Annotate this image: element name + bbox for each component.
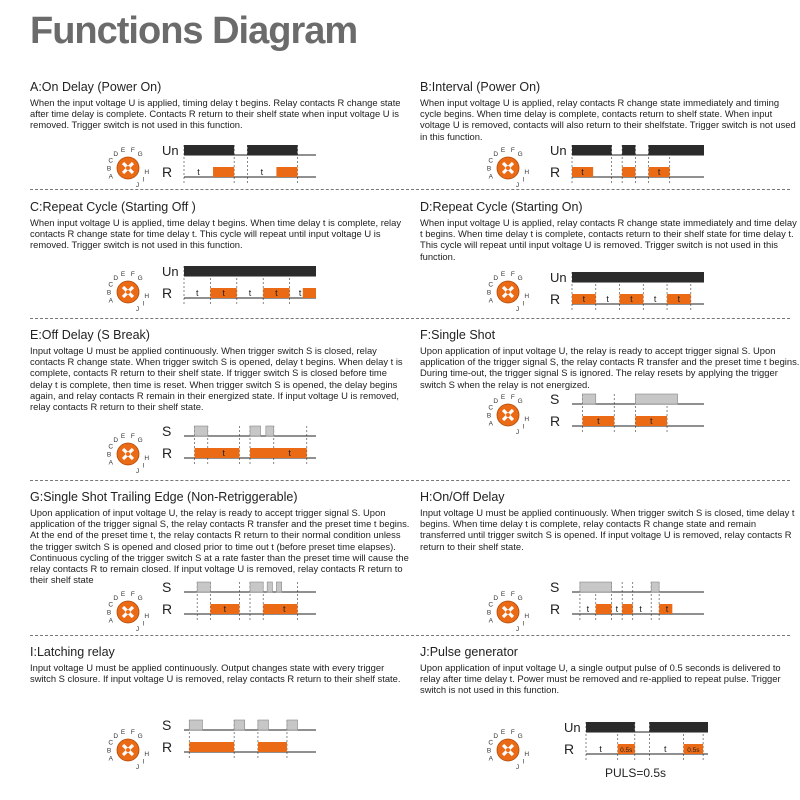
- dial-label: A: [488, 297, 493, 305]
- panel-e: [30, 328, 410, 412]
- dial-label: J: [515, 428, 520, 435]
- dial-center: [506, 748, 510, 752]
- panel-c: [30, 200, 410, 251]
- dial-label: F: [510, 147, 515, 155]
- dial-label: E: [120, 591, 126, 599]
- dial-label: B: [486, 165, 492, 173]
- timing-diagram: [548, 580, 708, 624]
- dial-label: I: [522, 620, 525, 628]
- timing-pulse: [267, 582, 272, 592]
- timing-label: t: [222, 448, 225, 458]
- dial-label: B: [106, 747, 112, 755]
- separator: [30, 318, 790, 319]
- dial-center: [506, 166, 510, 170]
- dial-label: H: [524, 750, 530, 758]
- panel-g: [30, 490, 410, 585]
- dial-label: D: [493, 397, 499, 405]
- panel-f: [420, 328, 800, 390]
- dial-label: F: [130, 729, 135, 737]
- dial-label: I: [142, 758, 145, 766]
- dial-label: G: [137, 436, 143, 444]
- dial-icon: [100, 720, 160, 770]
- timing-pulse: [583, 394, 596, 404]
- panel-description: Input voltage U must be applied continuously. When trigger switch S is closed, time delay t begins. When time delay t is complete, relay contacts R change state and remain transferred until trigger switch S is opened. If input voltage U is removed, relay contacts R return to their shelf state.: [420, 507, 795, 552]
- dial-label: I: [522, 758, 525, 766]
- timing-pulse: [266, 426, 274, 436]
- dial-label: A: [488, 755, 493, 763]
- panel-title: C:Repeat Cycle (Starting Off ): [30, 200, 196, 214]
- timing-label: t: [639, 604, 642, 614]
- timing-label: t: [288, 448, 291, 458]
- dial-label: J: [515, 763, 520, 770]
- dial-label: G: [517, 274, 523, 282]
- dial-label: B: [106, 609, 112, 617]
- dial-label: D: [493, 594, 499, 602]
- timing-label: t: [582, 294, 586, 304]
- dial-label: F: [130, 271, 135, 279]
- timing-row-label: R: [162, 601, 173, 617]
- dial-label: D: [113, 150, 119, 158]
- timing-pulse: [276, 167, 297, 177]
- timing-row-label: Un: [162, 143, 179, 158]
- dial-label: I: [142, 462, 145, 470]
- dial-label: B: [106, 165, 112, 173]
- dial-label: C: [108, 157, 114, 165]
- timing-row-label: S: [162, 580, 172, 595]
- dial-label: J: [515, 181, 520, 188]
- dial-label: A: [108, 173, 113, 181]
- timing-pulse: [258, 742, 287, 752]
- dial-icon: [100, 582, 160, 632]
- dial-label: E: [120, 147, 126, 155]
- dial-label: I: [522, 176, 525, 184]
- dial-label: E: [500, 147, 506, 155]
- dial-label: E: [500, 591, 506, 599]
- timing-diagram: [562, 720, 712, 764]
- dial-label: A: [488, 173, 493, 181]
- dial-label: F: [510, 729, 515, 737]
- timing-label: t: [630, 294, 633, 304]
- dial-label: B: [486, 609, 492, 617]
- timing-row-label: R: [162, 285, 173, 301]
- dial-label: A: [108, 297, 113, 305]
- timing-pulse: [189, 742, 234, 752]
- timing-pulse: [572, 272, 704, 282]
- timing-pulse: [247, 145, 297, 155]
- timing-pulse: [263, 604, 297, 614]
- timing-pulse: [250, 448, 307, 458]
- dial-label: B: [486, 747, 492, 755]
- dial-label: H: [524, 612, 530, 620]
- timing-diagram: [160, 424, 320, 468]
- dial-icon: [480, 385, 540, 435]
- timing-label: t: [298, 288, 302, 298]
- dial-label: I: [522, 423, 525, 431]
- timing-pulse: [635, 394, 677, 404]
- dial-label: J: [515, 305, 520, 312]
- dial-label: E: [120, 433, 126, 441]
- dial-label: E: [500, 394, 506, 402]
- dial-label: J: [515, 625, 520, 632]
- dial-center: [126, 166, 130, 170]
- timing-label: t: [677, 294, 681, 304]
- timing-label: t: [653, 294, 657, 304]
- dial-label: C: [488, 157, 494, 165]
- dial-label: F: [510, 394, 515, 402]
- dial-label: E: [120, 729, 126, 737]
- dial-label: H: [524, 415, 530, 423]
- dial-icon: [100, 138, 160, 188]
- panel-description: Upon application of input voltage U, the relay is ready to accept trigger signal S. Upon application of the trigger signal S, the relay contacts R transfer and the preset time t begins. During time-out, the trigger signal S is ignored. The relay resets by applying the trigger switch S when the relay is not energized.: [420, 345, 800, 390]
- timing-row-label: R: [162, 164, 173, 180]
- dial-label: F: [130, 433, 135, 441]
- timing-row-label: R: [550, 164, 561, 180]
- timing-row-label: R: [564, 741, 575, 757]
- timing-label: t: [657, 167, 661, 177]
- timing-diagram: [548, 143, 708, 187]
- timing-row-label: Un: [162, 264, 179, 279]
- timing-row-label: Un: [564, 720, 581, 735]
- dial-icon: [480, 138, 540, 188]
- panel-title: G:Single Shot Trailing Edge (Non-Retriggerable): [30, 490, 298, 504]
- dial-label: G: [517, 594, 523, 602]
- dial-center: [126, 290, 130, 294]
- dial-label: B: [106, 289, 112, 297]
- panel-description: Upon application of input voltage U, a single output pulse of 0.5 seconds is delivered to relay after time delay t. Power must be removed and re-applied to repeat pulse. Trigger switch is not used in this function.: [420, 662, 781, 696]
- panel-title: E:Off Delay (S Break): [30, 328, 150, 342]
- dial-center: [126, 610, 130, 614]
- dial-label: G: [137, 150, 143, 158]
- timing-row-label: S: [550, 580, 560, 595]
- dial-center: [126, 748, 130, 752]
- dial-label: I: [522, 300, 525, 308]
- timing-row-label: R: [550, 601, 561, 617]
- dial-label: J: [135, 181, 140, 188]
- panel-h: [420, 490, 800, 552]
- panel-title: B:Interval (Power On): [420, 80, 541, 94]
- separator: [30, 480, 790, 481]
- panel-description: Input voltage U must be applied continuously. When trigger switch S is closed, relay contacts R change state. When trigger switch S is opened, delay t begins. When delay t is complete, contacts R return to their shelf state. If trigger switch S is closed before time delay t is complete, then time is reset. When trigger switch S is opened, the delay begins again, and relay contacts R remain in their energized state. If input voltage U is removed, relay contacts R return to their shelf state.: [30, 345, 403, 413]
- timing-label: t: [222, 288, 225, 298]
- timing-label: t: [248, 288, 252, 298]
- timing-diagram: [160, 580, 320, 624]
- timing-pulse: [250, 426, 261, 436]
- dial-label: G: [517, 150, 523, 158]
- dial-label: D: [493, 150, 499, 158]
- panel-description: Input voltage U must be applied continuously. Output changes state with every trigger switch S closure. If input voltage U is removed, relay contacts R return to their shelf state.: [30, 662, 401, 685]
- dial-label: D: [493, 274, 499, 282]
- separator: [30, 635, 790, 636]
- timing-label: t: [665, 604, 669, 614]
- dial-label: I: [142, 300, 145, 308]
- dial-label: D: [493, 732, 499, 740]
- dial-label: F: [510, 591, 515, 599]
- timing-diagram: [160, 718, 320, 762]
- timing-pulse: [580, 582, 612, 592]
- timing-label: t: [649, 416, 653, 426]
- dial-icon: [100, 424, 160, 474]
- dial-label: H: [144, 454, 150, 462]
- panel-j: [420, 645, 800, 696]
- dial-label: B: [486, 289, 492, 297]
- dial-label: H: [144, 168, 150, 176]
- dial-label: F: [130, 591, 135, 599]
- dial-label: B: [106, 451, 112, 459]
- dial-label: C: [488, 404, 494, 412]
- timing-pulse: [195, 426, 208, 436]
- timing-pulse: [649, 722, 708, 732]
- timing-row-label: S: [162, 424, 172, 439]
- dial-label: H: [144, 750, 150, 758]
- timing-pulse: [622, 604, 633, 614]
- dial-label: I: [142, 620, 145, 628]
- dial-center: [126, 452, 130, 456]
- dial-label: D: [113, 594, 119, 602]
- dial-label: E: [500, 271, 506, 279]
- timing-label: 0.5s: [687, 747, 700, 754]
- timing-pulse: [303, 288, 316, 298]
- timing-pulse: [189, 720, 202, 730]
- timing-row-label: R: [162, 739, 173, 755]
- dial-label: J: [135, 763, 140, 770]
- panel-title: J:Pulse generator: [420, 645, 518, 659]
- dial-label: D: [113, 732, 119, 740]
- timing-pulse: [586, 722, 635, 732]
- timing-row-label: R: [550, 291, 561, 307]
- timing-diagram: [548, 392, 708, 436]
- panel-description: When input voltage U is applied, relay contacts R change state immediately and time delay t begins. When time delay t is complete, contacts return to their shelf state for time delay t. This cycle will repeat until input voltage U is removed. Trigger switch is not used in this function.: [420, 217, 797, 262]
- timing-diagram: [160, 143, 320, 187]
- page-title: Functions Diagram: [30, 10, 358, 52]
- dial-label: I: [142, 176, 145, 184]
- timing-label: t: [195, 288, 199, 298]
- dial-label: A: [108, 755, 113, 763]
- dial-label: E: [120, 271, 126, 279]
- dial-label: C: [488, 281, 494, 289]
- timing-pulse: [651, 582, 659, 592]
- timing-label: t: [283, 604, 286, 614]
- dial-label: D: [113, 436, 119, 444]
- dial-label: C: [108, 281, 114, 289]
- panel-title: I:Latching relay: [30, 645, 115, 659]
- timing-pulse: [258, 720, 269, 730]
- panel-description: Upon application of input voltage U, the relay is ready to accept trigger signal S. Upon application of the trigger signal S, the relay contacts R transfer and the preset time t begins. At the end of the preset time t, the relay contacts R return to their normal condition unless the trigger switch S is opened and closed prior to time out t (before preset time elapses). Continuous cycling of the trigger switch S at a rate faster than the preset time will cause the relay contacts R to remain closed. If input voltage U is removed, relay contacts R return to their shelf state: [30, 507, 410, 586]
- timing-pulse: [184, 266, 316, 276]
- dial-label: D: [113, 274, 119, 282]
- dial-label: C: [488, 739, 494, 747]
- panel-title: F:Single Shot: [420, 328, 496, 342]
- timing-row-label: S: [550, 392, 560, 407]
- dial-label: G: [517, 397, 523, 405]
- panel-b: [420, 80, 800, 142]
- timing-row-label: Un: [550, 270, 567, 285]
- panel-a: [30, 80, 410, 131]
- timing-pulse: [622, 145, 635, 155]
- dial-center: [506, 610, 510, 614]
- timing-label: t: [586, 604, 590, 614]
- timing-pulse: [276, 582, 281, 592]
- timing-pulse: [287, 720, 298, 730]
- dial-label: G: [137, 594, 143, 602]
- dial-label: C: [108, 739, 114, 747]
- dial-icon: [480, 720, 540, 770]
- dial-label: J: [135, 625, 140, 632]
- dial-label: C: [108, 443, 114, 451]
- panel-title: A:On Delay (Power On): [30, 80, 162, 94]
- panel-i: [30, 645, 410, 684]
- dial-label: H: [144, 292, 150, 300]
- panel-description: When the input voltage U is applied, timing delay t begins. Relay contacts R change state after time delay is complete. Contacts R return to their shelf state when input voltage U is removed. Trigger switch is not used in this function.: [30, 97, 401, 131]
- panel-description: When input voltage U is applied, relay contacts R change state immediately and timing cycle begins. When time delay is complete, contacts return to shelf state. When input voltage U is removed, contacts will also return to their shelfstate. Trigger switch is not used in this function.: [420, 97, 796, 142]
- timing-diagram: [160, 264, 320, 308]
- dial-label: A: [488, 420, 493, 428]
- panel-description: When input voltage U is applied, time delay t begins. When time delay t is complete, relay contacts R change state for time delay t. This cycle will repeat until input voltage U is removed. Trigger switch is not used in this function.: [30, 217, 402, 251]
- pulse-note: PULS=0.5s: [605, 766, 667, 780]
- panel-d: [420, 200, 800, 262]
- panel-title: H:On/Off Delay: [420, 490, 505, 504]
- panel-title: D:Repeat Cycle (Starting On): [420, 200, 583, 214]
- timing-pulse: [596, 604, 612, 614]
- dial-center: [506, 413, 510, 417]
- dial-icon: [100, 262, 160, 312]
- timing-row-label: Un: [550, 143, 567, 158]
- dial-label: J: [135, 467, 140, 474]
- timing-pulse: [250, 582, 263, 592]
- timing-pulse: [195, 448, 240, 458]
- dial-label: G: [137, 274, 143, 282]
- timing-pulse: [622, 167, 635, 177]
- dial-label: C: [488, 601, 494, 609]
- separator: [30, 189, 790, 190]
- dial-label: C: [108, 601, 114, 609]
- timing-label: t: [599, 744, 602, 754]
- timing-row-label: R: [162, 445, 173, 461]
- timing-diagram: [548, 270, 708, 314]
- dial-label: H: [144, 612, 150, 620]
- timing-row-label: S: [162, 718, 172, 733]
- timing-label: t: [597, 416, 600, 426]
- timing-label: t: [606, 294, 609, 304]
- timing-pulse: [572, 145, 612, 155]
- dial-label: G: [137, 732, 143, 740]
- timing-pulse: [213, 167, 234, 177]
- timing-pulse: [184, 145, 234, 155]
- dial-label: G: [517, 732, 523, 740]
- timing-label: t: [615, 604, 619, 614]
- timing-label: 0.5s: [620, 747, 633, 754]
- dial-icon: [480, 582, 540, 632]
- timing-label: t: [581, 167, 584, 177]
- timing-label: t: [260, 167, 264, 177]
- dial-label: B: [486, 412, 492, 420]
- dial-label: A: [488, 617, 493, 625]
- dial-icon: [480, 262, 540, 312]
- dial-label: A: [108, 617, 113, 625]
- dial-label: H: [524, 292, 530, 300]
- timing-label: t: [664, 744, 667, 754]
- dial-center: [506, 290, 510, 294]
- timing-pulse: [649, 145, 704, 155]
- timing-label: t: [275, 288, 278, 298]
- timing-pulse: [197, 582, 210, 592]
- timing-pulse: [234, 720, 245, 730]
- timing-row-label: R: [550, 413, 561, 429]
- dial-label: F: [130, 147, 135, 155]
- dial-label: A: [108, 459, 113, 467]
- dial-label: E: [500, 729, 506, 737]
- dial-label: F: [510, 271, 515, 279]
- dial-label: J: [135, 305, 140, 312]
- timing-label: t: [223, 604, 227, 614]
- dial-label: H: [524, 168, 530, 176]
- timing-label: t: [197, 167, 200, 177]
